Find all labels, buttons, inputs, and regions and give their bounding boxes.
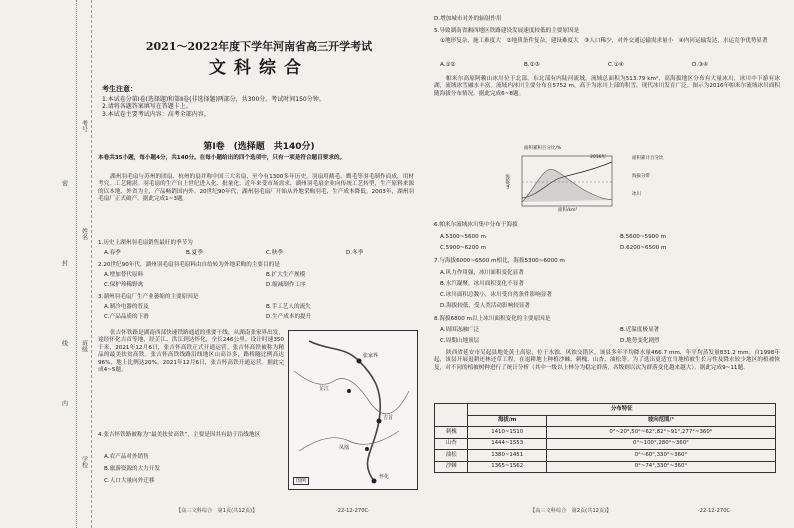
map-place: 怀化 [379,474,390,480]
seal-char: 内 [60,400,68,406]
option[interactable]: C.保护珍稀野禽 [104,282,144,288]
passage-1: 湖州羽毛扇与苏州的团扇、杭州的扇并称中国三大名扇，至今有1300多年历史，羽扇用鹅毛、鹰毛等羽毛制作而成，用材考究，工艺精湛。羽毛扇的生产自上世纪进入化、批量化，近年来受市场需求，湖州羽毛扇企业向传统工艺转型，生产原料来源的以本地、外省为主，产品畅销国内外。20世纪90年代，湖州羽毛扇厂开始从外地采购羽毛，生产成本降低。2003年，湖州羽毛扇厂正式破产。据此完成1~3题。 [98,174,414,203]
option[interactable]: D.缩减制作工序 [266,282,306,288]
option[interactable]: C.秋季 [266,250,283,256]
table-row [435,438,776,450]
option[interactable]: B.旅游资源的大力开发 [104,466,160,472]
seal-char: 线 [60,340,68,346]
note-item: 3.本试卷主要考试内容：高考全部内容。 [102,110,210,118]
station-marker [365,447,369,451]
page-footer-code: ·22-12-270C· [698,508,732,514]
option[interactable]: D.冬季 [346,250,364,256]
railway-line [309,341,380,481]
margin-label-class: 班级 [80,340,88,352]
railway-map [288,330,418,490]
chart-xlabel: 面积/km² [558,208,578,213]
option[interactable]: A.制冷电器的普及 [104,304,149,310]
page-footer-code: ·22-12-270C· [336,508,370,514]
margin-label-name: 姓名 [80,228,88,240]
station-marker [357,359,362,364]
table-cell: 1365~1562 [468,461,546,473]
question-5-items: ①地形复杂，施工难度大 ②地质条件复杂，建设难度大 ③人口稀少，对外交通运输需求量小 ④内河运输发达，水运竞争优势显著 [440,38,768,44]
passage-4: 陕西省延安市吴起县地处黄土高原，位于水蚀、风蚀交错区，该县多年平均降水量466.7 mm，年平均蒸发量831.2 mm。自1998年起，该县开展退耕还林还草工程，在退耕地上种植沙棘、刺槐、山杏、油松等。为了选出更适宜当地植被生长习性及降水较少地区的植被恢复，对不同的植被树种进行了统计分析（其中一级以上林分为稳定群落，各级则以次为群落变化越来越大）。据此完成9~11题。 [434,350,780,371]
map-place: 吉首 [383,415,394,421]
page-footer: 【高三文科综合 第1页(共12页)】 [176,508,258,514]
binding-margin [0,0,92,528]
table-cell: 1380~1451 [468,450,546,462]
table-cell: 1444~1553 [468,438,546,450]
option[interactable]: B.5600~5900 m [620,234,667,240]
species-table [434,403,776,473]
chart-title: 面积累积百分比/% [524,146,562,151]
table-row [435,450,776,462]
option[interactable]: C.产品品质的下滑 [104,314,149,320]
table-header: 海拔/m [468,415,546,427]
glacier-area-series [522,169,612,202]
question-7: 7.与海拔6000~6500 m相比，海拔5300~6000 m [434,258,565,264]
map-place: 芷江 [319,386,330,392]
table-cell: 山杏 [435,438,468,450]
seal-char: 密 [60,180,68,186]
table-header: 坡向范围/° [546,415,775,427]
option[interactable]: B.手工艺人的流失 [266,304,311,310]
question-3: 3.湖州羽毛扇厂生产业萎缩的主要原因是 [98,294,199,300]
table-cell: 刺槐 [435,427,468,439]
option[interactable]: B.夏季 [186,250,203,256]
option[interactable]: B.②③ [524,62,540,68]
page-footer: 【高三文科综合 第2页(共12页)】 [530,508,612,514]
option[interactable]: A.①② [440,62,456,68]
station-marker [347,389,351,393]
note-item: 2.请将各题答案填写在答题卡上。 [102,103,192,111]
table-row [435,427,776,439]
table-cell: 油松 [435,450,468,462]
chart-year: 2016年 [590,155,606,160]
option[interactable]: B.近温度极显著 [620,327,660,333]
seal-line [76,0,77,528]
option[interactable]: C.①④ [608,62,624,68]
chart-legend-item: 冰川 [632,192,641,197]
option[interactable]: B.水汽凝聚，冰川面积变化不显著 [440,281,524,287]
river-line [294,371,409,414]
table-cell: 1410~1510 [468,427,546,439]
option[interactable]: A.农产品对外销售 [104,454,149,460]
map-legend: 图例 [293,477,309,485]
chart-legend-item: 面积累计百分比 [632,156,664,161]
map-svg [289,331,417,489]
option[interactable]: C.5900~6200 m [440,245,487,251]
passage-2: 张吉怀铁路是湖南西部快速铁路通道的重要干线，从湖南张家界出发，途经怀化吉首等地，经芷江、洪江到达怀化，全长246公里，设计时速350千米，2021年12月6日，张吉怀高铁正式开通运营。张吉怀高铁被称为精品的最美扶贫高铁。张吉怀高铁线路沿线地区山高谷多，路桥隧比例高达96%，地上比例达20%。2021年12月6日，张吉怀高铁开通运营。据此完成4~5题。 [98,330,284,374]
chart-svg [508,152,628,216]
option[interactable]: D.生产成本的提升 [266,314,312,320]
table-row [435,461,776,473]
glacier-chart [504,146,664,216]
section-heading: 第Ⅰ卷 (选择题 共140分) [203,142,315,152]
option[interactable]: A.周围冻融广泛 [440,327,480,333]
station-marker [372,479,377,484]
chart-legend-item: 海拔分带 [632,174,650,179]
option[interactable]: D.海拔较低，受人类活动影响较显著 [440,303,530,309]
chart-ylabel: 海拔/m [504,174,510,189]
option[interactable]: A.5300~5600 m [440,234,486,240]
map-place: 张家界 [363,353,379,359]
table-cell: 0°~74°,330°~360° [546,461,775,473]
question-8: 8.海拔6800 m以上冰川面积变化的主要原因是 [434,316,551,322]
station-marker [377,419,382,424]
candidate-notes [102,85,412,118]
option[interactable]: C.冰川面积总数小，冰川受自然条件影响显著 [440,292,552,298]
question-1: 1.历史上湖州羽毛扇销售最旺的季节为 [98,240,193,246]
page-right [430,0,788,528]
question-5: 5.导致湖南省湘西地区铁路建设发展速度较低的主要原因是 [434,28,580,34]
option[interactable]: D.增加城市对外的辐射作用 [434,16,502,22]
option[interactable]: C.周期山地顶层 [440,338,480,344]
table-cell: 0°~20°,50°~62°,82°~91°,277°~360° [546,427,775,439]
exam-title: 2021～2022年度下学年河南省高三开学考试 [145,40,373,53]
option[interactable]: D.6200~6500 m [620,245,667,251]
question-4: 4.张吉怀铁路被称为“最美扶贫高铁”，主要是因其有助于沿线地区 [98,432,261,438]
table-group-header: 分布特征 [468,404,776,416]
seal-char: 封 [60,260,68,266]
page-left [96,0,422,528]
table-cell: 沙棘 [435,461,468,473]
option[interactable]: A.风力作用强，冰川面积变化显著 [440,270,524,276]
question-6: 6.帕米尔流域冰川集中分布于海拔 [434,222,518,228]
margin-label-exam-no: 考号 [80,120,88,132]
option[interactable]: D.地势变化剧烈 [620,338,660,344]
table-corner [435,404,468,427]
table-cell: 0°~60°,330°~360° [546,450,775,462]
table-cell: 0°~100°,280°~360° [546,438,775,450]
margin-label-school: 学校 [80,456,88,468]
passage-3: 帕米尔高原阿赖山冰川位于北部，东北部有内陆河流域，流域总面积为513.79 km²，高海拔地区分布有大量冰川，冰川中下游有冰湖，流域冰雪融水丰富。流域内冰川主要分布在5752 m，高于为冰川上部的积雪，现代冰川发育广泛。图示为2016年帕米尔流域冰川面积随海拔分布情况。据此完成6~8题。 [434,76,780,97]
map-place: 凤凰 [339,445,350,451]
option[interactable]: C.人口大量向外迁移 [104,478,155,484]
question-2: 2.20世纪90年代，湖州羽毛扇羽毛原料由自给转为外地采购的主要目的是 [98,262,280,268]
notes-heading: 考生注意： [102,85,137,93]
note-item: 1.本试卷分第Ⅰ卷(选择题)和第Ⅱ卷(非选择题)两部分，共300分。考试时间150分钟。 [102,95,325,103]
option[interactable]: B.扩大生产规模 [266,272,306,278]
subject-title: 文科综合 [209,58,309,78]
option[interactable]: A.春季 [104,250,121,256]
option[interactable]: A.增加替代原料 [104,272,144,278]
section-intro: 本卷共35小题，每小题4分，共140分。在每小题给出的四个选项中，只有一项是符合题目要求的。 [98,155,346,161]
option[interactable]: D.③④ [692,62,709,68]
